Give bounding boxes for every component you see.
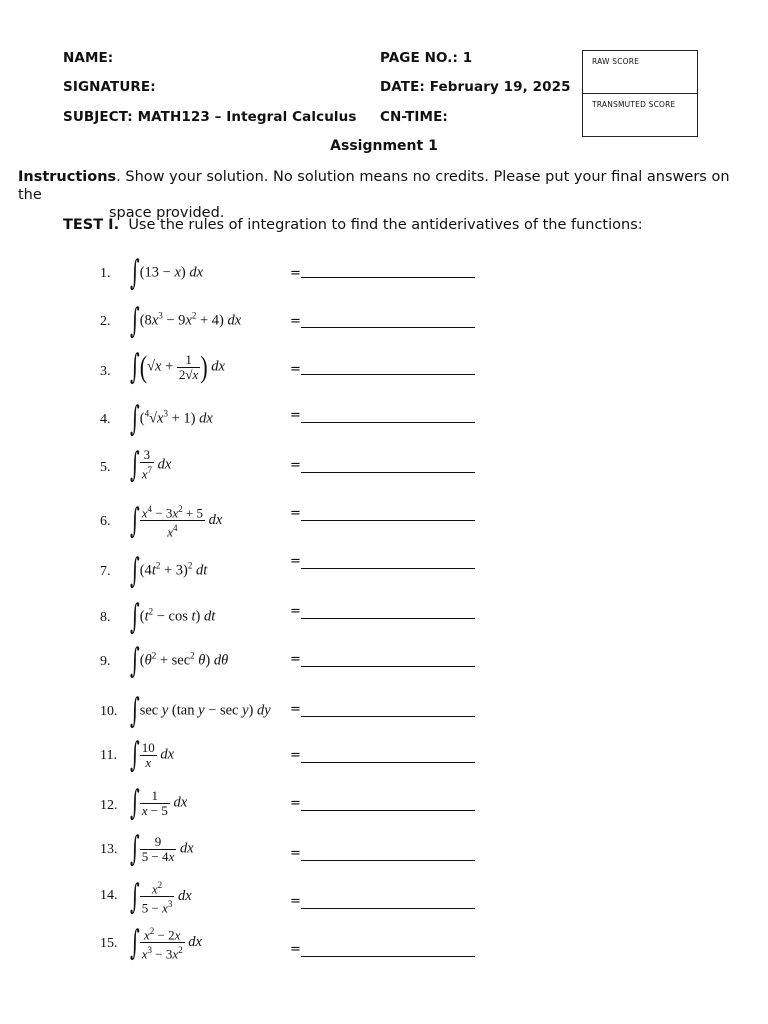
score-box — [582, 50, 698, 137]
problem-9 — [100, 641, 500, 684]
equals-sign: = — [290, 796, 301, 811]
answer-line[interactable] — [301, 892, 475, 909]
instructions-label: Instructions — [18, 169, 117, 185]
transmuted-score-label: TRANSMUTED SCORE — [592, 100, 676, 109]
header-date: DATE: February 19, 2025 — [380, 79, 571, 95]
problem-5 — [100, 445, 500, 488]
problem-expression: $\int(8x^3 - 9x^2 + 4)$ dx — [129, 301, 242, 341]
equals-sign: = — [290, 408, 301, 423]
equals-sign: = — [290, 506, 301, 521]
test-text: Use the rules of integration to find the antiderivatives of the functions: — [128, 217, 643, 233]
answer-line[interactable] — [301, 746, 475, 763]
answer-line[interactable] — [301, 650, 475, 667]
answer-line[interactable] — [301, 940, 475, 957]
problem-number: 4. — [100, 412, 111, 427]
problem-expression: ∫(√x + $\frac{1}{2√x}$ ) dx — [129, 347, 225, 387]
problem-6 — [100, 502, 500, 542]
equals-sign: = — [290, 458, 301, 473]
answer-line[interactable] — [301, 844, 475, 861]
problem-8 — [100, 597, 500, 640]
problem-15 — [100, 924, 500, 964]
answer-line[interactable] — [301, 602, 475, 619]
equals-sign: = — [290, 748, 301, 763]
problem-number: 6. — [100, 514, 111, 529]
header-name: NAME: — [63, 50, 114, 66]
problem-number: 15. — [100, 936, 118, 951]
assignment-title: Assignment 1 — [330, 138, 438, 154]
equals-sign: = — [290, 652, 301, 667]
answer-line[interactable] — [301, 456, 475, 473]
problem-number: 13. — [100, 842, 118, 857]
problem-expression: $\int(t^2 - \cos t)$ dt — [129, 597, 216, 637]
problem-2 — [100, 301, 500, 344]
problem-expression: ∫ $\frac{1}{x - 5}$ dx — [129, 783, 188, 823]
problem-number: 8. — [100, 610, 111, 625]
answer-line[interactable] — [301, 700, 475, 717]
problem-11 — [100, 735, 500, 778]
answer-line[interactable] — [301, 504, 475, 521]
equals-sign: = — [290, 894, 301, 909]
problem-number: 2. — [100, 314, 111, 329]
raw-score-label: RAW SCORE — [583, 51, 697, 94]
instructions-text: . Show your solution. No solution means no credits. Please put your final answers on the — [18, 169, 730, 203]
instructions — [18, 168, 748, 222]
problem-14 — [100, 878, 500, 918]
problem-expression: ∫ $\frac{10}{x}$ dx — [129, 735, 175, 775]
answer-line[interactable] — [301, 554, 475, 569]
header-subject: SUBJECT: MATH123 – Integral Calculus — [63, 109, 357, 125]
problem-expression: $\int(^4√x^3 + 1)$ dx — [129, 399, 213, 439]
test-instruction — [63, 217, 643, 233]
problem-number: 9. — [100, 654, 111, 669]
equals-sign: = — [290, 314, 301, 329]
equals-sign: = — [290, 846, 301, 861]
problem-number: 12. — [100, 798, 118, 813]
problem-expression: ∫(13 − x) dx — [129, 253, 204, 293]
problem-number: 7. — [100, 564, 111, 579]
header-signature: SIGNATURE: — [63, 79, 156, 95]
equals-sign: = — [290, 362, 301, 377]
problem-10 — [100, 691, 500, 734]
problem-number: 11. — [100, 748, 117, 763]
problem-number: 14. — [100, 888, 118, 903]
problem-expression: ∫ $\frac{9}{5 - 4x}$ dx — [129, 829, 194, 869]
problem-12 — [100, 783, 500, 826]
header-cn-time: CN-TIME: — [380, 109, 448, 125]
problem-expression: ∫ $\frac{x^4 - 3x^2 + 5}{x^4}$ dx — [129, 500, 223, 541]
problem-expression: ∫sec y (tan y − sec y) dy — [129, 691, 271, 731]
problem-expression: ∫ $\frac{x^2 - 2x}{x^3 - 3x^2}$ dx — [129, 922, 202, 963]
problem-number: 10. — [100, 704, 118, 719]
answer-line[interactable] — [301, 794, 475, 811]
header-page-no: PAGE NO.: 1 — [380, 50, 473, 66]
equals-sign: = — [290, 702, 301, 717]
problem-expression: $\int(\theta^2 + \sec^2 \theta)$ dθ — [129, 641, 229, 681]
problem-number: 1. — [100, 266, 111, 281]
problem-number: 5. — [100, 460, 111, 475]
answer-line[interactable] — [301, 406, 475, 423]
problem-expression: ∫ $\frac{3}{x^7}$ dx — [129, 445, 172, 485]
answer-line[interactable] — [301, 360, 475, 375]
answer-line[interactable] — [301, 265, 475, 278]
problem-7 — [100, 551, 500, 594]
equals-sign: = — [290, 604, 301, 619]
problem-4 — [100, 399, 500, 442]
problem-number: 3. — [100, 364, 111, 379]
answer-line[interactable] — [301, 313, 475, 328]
problem-expression: $\int(4t^2 + 3)^2$ dt — [129, 551, 208, 591]
instructions-text-cont: space provided. — [109, 205, 225, 221]
equals-sign: = — [290, 554, 301, 569]
problem-3 — [100, 347, 500, 390]
problem-expression: ∫ $\frac{x^2}{5 - x^3}$ dx — [129, 876, 192, 917]
equals-sign: = — [290, 942, 301, 957]
test-label: TEST I. — [63, 217, 120, 233]
problem-13 — [100, 829, 500, 872]
equals-sign: = — [290, 266, 301, 281]
problem-1 — [100, 253, 500, 296]
